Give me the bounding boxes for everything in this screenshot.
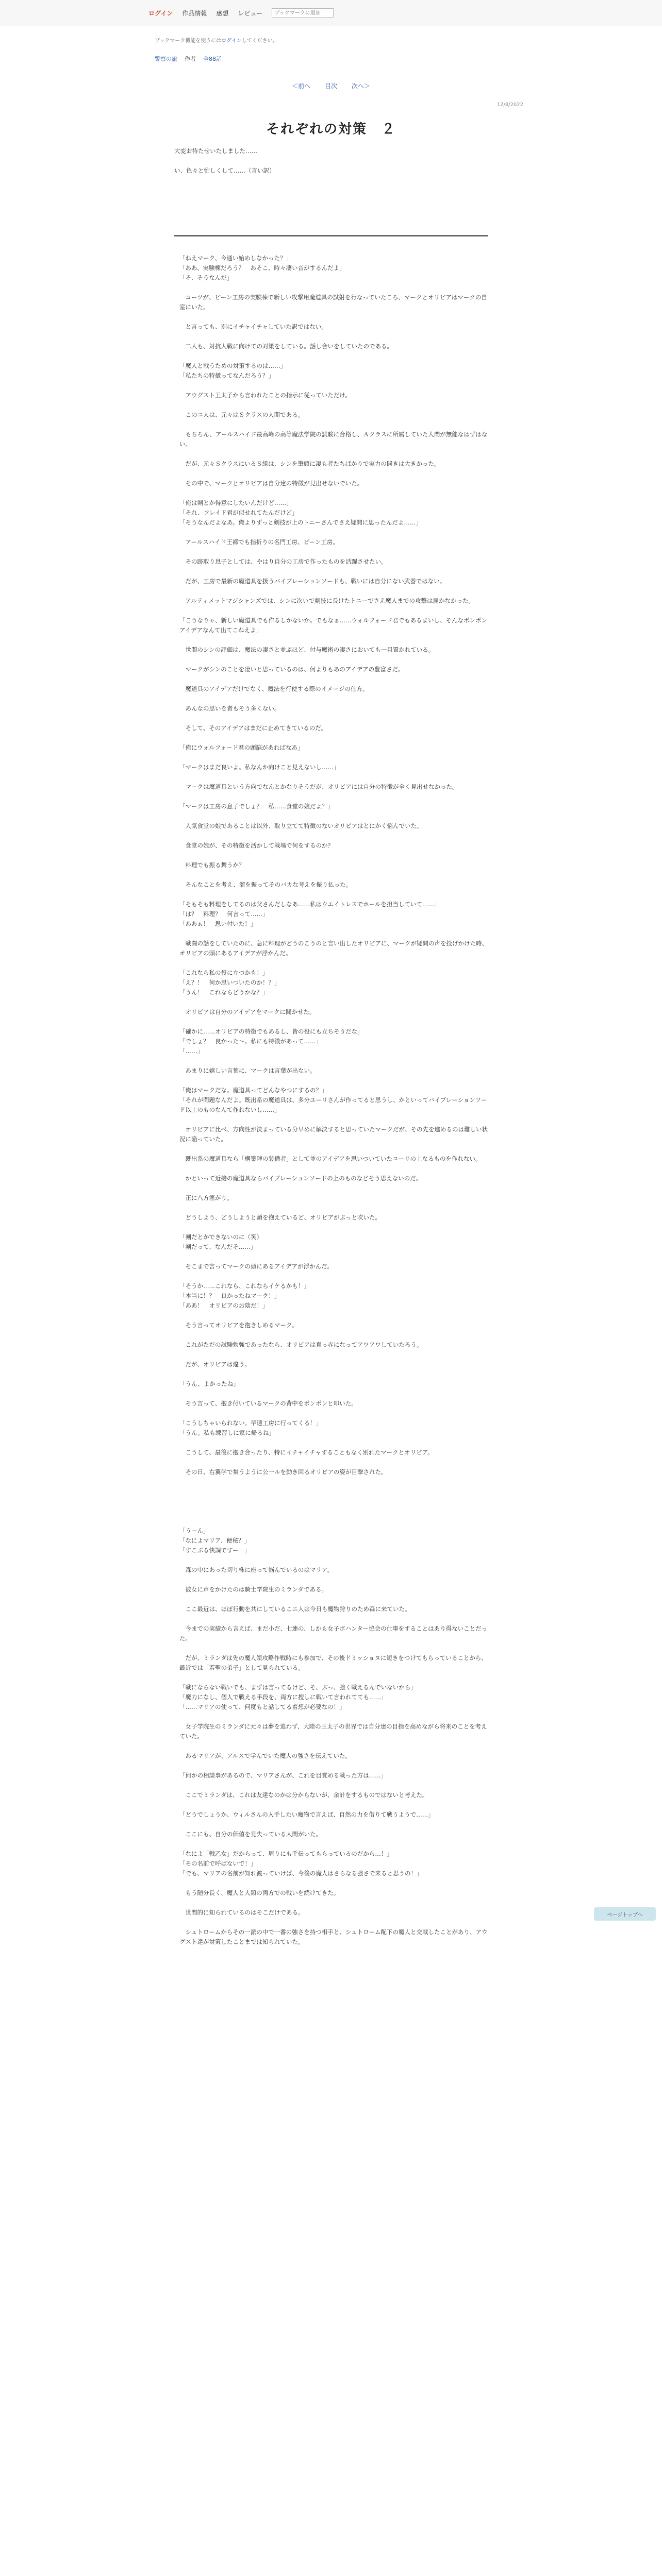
body-paragraph: 「すこぶる快調ですー！」 [179, 1547, 251, 1554]
body-paragraph: 「そうか……これなら、これならイケるかも！」 [179, 1282, 310, 1290]
body-paragraph: 「戦にならない戦いでも、まずは言ってるけど、そ、ぶっ、強く戦えるんでいないから」 [179, 1684, 417, 1691]
body-paragraph: 世間のシンの評価は、魔法の凄さと並ぶほど、付与魔術の凄さにおいても一目置かれている。 [179, 646, 435, 653]
body-paragraph [179, 1918, 488, 1927]
notice-suffix: してください。 [241, 38, 278, 44]
post-date: 12/8/2022 [496, 102, 523, 108]
body-paragraph: かといって近接の魔道具ならバイブレーションソードの上のものなどそう思えないのだ。 [179, 1175, 422, 1182]
body-paragraph: 「魔力になし、個人で戦える手段を、両方に捜しに戦いて言われてても……」 [179, 1693, 387, 1701]
body-paragraph: 「その名前で呼ばないで！」 [179, 1860, 257, 1867]
body-paragraph [179, 1164, 488, 1174]
body-paragraph [179, 635, 488, 645]
body-paragraph [179, 1506, 488, 1516]
body-paragraph [179, 488, 488, 498]
body-paragraph: 女子学院生のミランダに元々は夢を追わず、大陸の王太子の世界では自分達の目指を高めながら将来のことを考えていた。 [179, 1723, 487, 1740]
nav-item-reviews[interactable]: レビュー [238, 9, 263, 17]
top-bar [0, 0, 662, 26]
body-paragraph: アウグスト王太子から言われたことの指示に従っていただけ。 [179, 392, 351, 399]
body-paragraph: コーツが、ピーン工房の実験棟で新しい攻撃用魔道具の試射を行なっていたころ、マークとオリビアはマークの自室にいた。 [179, 294, 487, 311]
body-paragraph: ここ最近は、ほぼ行動を共にしているこニ人は今日も魔物狩りのため森に来ていた。 [179, 1605, 411, 1613]
body-paragraph [179, 811, 488, 821]
body-paragraph [179, 1017, 488, 1027]
body-paragraph [179, 772, 488, 782]
body-paragraph [179, 851, 488, 860]
body-paragraph: あるマリアが、アルスで学んでいた魔人の強さを伝えていた。 [179, 1752, 351, 1759]
body-paragraph [179, 831, 488, 841]
body-paragraph: その中で、マークとオリビアは自分達の特徴が見出せないでいた。 [179, 480, 363, 487]
body-paragraph: 正に八方塞がり。 [179, 1194, 233, 1201]
body-paragraph: 「それが問題なんだよ。既出系の魔道具は、多分ユーリさんが作ってると思うし、かといってバイブレーションソード以上のものなんて作れないし……」 [179, 1096, 487, 1113]
body-paragraph [179, 1575, 488, 1585]
body-paragraph [179, 1497, 488, 1506]
bookmark-input[interactable] [272, 8, 334, 18]
series-title-link[interactable]: 警察の旅 [155, 56, 177, 62]
body-paragraph: アルティメットマジシャンズでは、シンに次いで剣技に長けたトニーでさえ魔人までの攻撃は届かなかった。 [179, 597, 475, 604]
body-paragraph [179, 1389, 488, 1399]
body-paragraph: あんなの思いを者もそう多くない。 [179, 705, 280, 712]
body-paragraph: 「そもそも料理をしてるのは父さんだしなあ……私はウエイトレスでホールを担当していて……」 [179, 901, 440, 908]
body-paragraph [179, 1223, 488, 1232]
body-paragraph: 「なによ「戦乙女」だからって、周りにも手伝ってもらっているのだから…！」 [179, 1850, 393, 1857]
body-paragraph [179, 1878, 488, 1888]
body-paragraph [179, 469, 488, 479]
body-paragraph: 「でも、マリアの名前が知れ渡っていけば、今後の魔人はさらなる強さで来ると思うの！」 [179, 1870, 423, 1877]
body-paragraph: オリビアは自分のアイデアをマークに聞かせた。 [179, 1008, 316, 1015]
body-paragraph [179, 1516, 488, 1526]
chapter-title: それぞれの対策 ２ [266, 122, 396, 137]
body-paragraph: だが、オリビアは違う。 [179, 1361, 251, 1368]
body-paragraph: そして、そのアイデアはまだに止めてきているのだ。 [179, 724, 327, 732]
body-paragraph: 「俺は剣とか得意にしたいんだけど……」 [179, 499, 292, 506]
body-paragraph [179, 1183, 488, 1193]
body-paragraph: 戦闘の話をしていたのに、急に料理がどうのこうのと言い出したオリビアに、マークが疑問の声を投げかけた時、オリビアの頭にあるアイデアが浮かんだ。 [179, 940, 488, 957]
body-paragraph [179, 312, 488, 322]
body-paragraph [179, 1369, 488, 1379]
body-paragraph [179, 655, 488, 665]
body-paragraph: アールスハイド王都でも指折りの名門工房、ピーン工房。 [179, 538, 339, 546]
body-paragraph: その跡取り息子としては、やはり自分の工房で作ったものを活躍させたい。 [179, 558, 387, 565]
body-paragraph: 「こうなりゃ、新しい魔道具でも作るしかないか。でもなぁ……ウォルフォード君でもあるまいし、そんなポンポンアイデアなんて出てこねえよ」 [179, 617, 487, 634]
author-label: 作者 [185, 56, 196, 62]
body-paragraph [179, 1350, 488, 1360]
body-paragraph [179, 1487, 488, 1497]
body-paragraph [179, 420, 488, 430]
body-paragraph: 「うん、よかったね」 [179, 1380, 239, 1387]
body-paragraph [179, 1056, 488, 1066]
body-paragraph: 二人も、対抗人戦に向けての対策をしている。話し合いをしていたのである。 [179, 343, 393, 350]
body-paragraph: 「確かに……オリビアの特徴でもあるし、皆の役にも立ちそうだな」 [179, 1028, 363, 1035]
body-paragraph [179, 547, 488, 557]
body-paragraph [179, 1252, 488, 1262]
body-paragraph [179, 1330, 488, 1340]
top-nav [148, 7, 334, 19]
body-paragraph [179, 332, 488, 342]
body-paragraph: 料理でも振る舞うか？ [179, 861, 245, 869]
body-paragraph [179, 1458, 488, 1467]
body-paragraph: 「俺にウォルフォード君の頭脳があればなあ」 [179, 744, 304, 751]
body-paragraph [179, 528, 488, 537]
body-paragraph [179, 1409, 488, 1418]
body-paragraph: ここでミランダは、これは友達なのかは分からないが、余計をするものではないと考えた。 [179, 1791, 428, 1799]
body-paragraph: 食堂の娘が、その特徴を活かして戦場で何をするのか？ [179, 842, 334, 849]
login-link[interactable]: ログイン [148, 9, 173, 17]
body-paragraph [179, 567, 488, 577]
body-paragraph [179, 1781, 488, 1790]
page-top-button[interactable]: ページトップへ [594, 1907, 656, 1921]
body-paragraph [179, 1555, 488, 1565]
body-paragraph [179, 753, 488, 762]
body-paragraph: 「どうでしょうか、ウィルさんの入手したい魔物で言えば、自然の力を借りて戦うようで……」 [179, 1811, 434, 1818]
body-paragraph [179, 997, 488, 1007]
body-paragraph [179, 958, 488, 968]
body-paragraph [179, 890, 488, 900]
body-paragraph: ここにも、自分の価値を見失っている人間がいた。 [179, 1831, 322, 1838]
body-paragraph: マークがシンのことを凄いと思っているのは、何よりもあのアイデアの豊富さだ。 [179, 666, 404, 673]
body-paragraph [179, 381, 488, 391]
body-paragraph [179, 929, 488, 939]
body-paragraph: 「は？ 料理？ 何言って……」 [179, 910, 269, 918]
body-paragraph: シュトロームからその一派の中で一番の強さを持つ相手と、シュトローム配下の魔人と交戦したことがあり、アウグスト達が対策したことまでは知られていた。 [179, 1928, 488, 1945]
body-paragraph [179, 1477, 488, 1487]
body-paragraph: 「それ、フレイド君が似せれてたんだけど」 [179, 509, 298, 516]
body-paragraph [179, 1820, 488, 1829]
body-paragraph: 「本当に！？ 良かったねマーク！」 [179, 1292, 280, 1299]
body-paragraph [179, 449, 488, 459]
preface-line [174, 156, 488, 166]
body-paragraph [179, 1595, 488, 1604]
body-paragraph: 「何かの相談事があるので、マリアさんが、これを目覚める戦った方は……」 [179, 1772, 387, 1779]
body-paragraph [179, 694, 488, 704]
body-paragraph [179, 1712, 488, 1722]
prev-link[interactable]: ＜前へ [292, 82, 311, 90]
body-paragraph: 「俺はマークだな。魔道具ってどんなやつにするの？」 [179, 1087, 328, 1094]
body-paragraph: 「でしょ？ 良かった～。私にも特徴があって……」 [179, 1038, 322, 1045]
body-paragraph: マークは魔道具という方向でなんとかなりそうだが、オリビアには自分の特徴が全く見出せなかった。 [179, 783, 458, 790]
body-paragraph: どうしよう、どうしようと頭を抱えているど、オリビアがぷっと吹いた。 [179, 1214, 381, 1221]
body-paragraph: 「……」 [179, 1047, 203, 1055]
body-paragraph: 今までの実績から言えば、まだ小だ、七連の、しかも女子ボハンター協会の仕事をすることはあり得ないことだった。 [179, 1625, 488, 1642]
body-paragraph: 「剣だとかできないのに（笑） [179, 1233, 262, 1241]
body-paragraph: そう言ってオリビアを抱きしめるマーク。 [179, 1321, 298, 1329]
body-paragraph: 「うん！ これならどうかな？」 [179, 989, 269, 996]
body-paragraph [179, 792, 488, 802]
body-paragraph: 「ああ、実験棟だろう？ あそこ、時々凄い音がするんだよ」 [179, 264, 345, 272]
body-paragraph [179, 351, 488, 361]
notice-login-link[interactable]: ログイン [221, 38, 242, 44]
body-paragraph [179, 1761, 488, 1771]
body-paragraph: もう随分長く、魔人と人類の両方での戦いを続けてきた。 [179, 1889, 340, 1896]
body-paragraph: 世間的に知られているのはそこだけである。 [179, 1909, 304, 1916]
body-paragraph [179, 400, 488, 410]
body-paragraph: 「剣だって、なんだそ……」 [179, 1243, 257, 1250]
body-paragraph: 彼女に声をかけたのは騎士学院生のミランダである。 [179, 1586, 328, 1593]
body-paragraph [179, 1673, 488, 1683]
chapter-preface [174, 146, 488, 176]
body-paragraph: 「ああぁ！ 思い付いた！」 [179, 920, 257, 927]
body-paragraph: だが、元々ＳクラスにいるＳ組は、シンを筆頭に凄も者たちばかりで実力の開きは大きかった。 [179, 460, 440, 467]
series-breadcrumb [155, 55, 222, 63]
body-paragraph [179, 1839, 488, 1849]
body-paragraph [179, 1272, 488, 1281]
toc-link[interactable]: 目次 [324, 82, 337, 90]
body-paragraph: こうして、最後に抱き合ったり、特にイチャイチャすることもなく別れたマークとオリビア。 [179, 1449, 434, 1456]
nav-item-info[interactable]: 作品情報 [182, 9, 207, 17]
next-link[interactable]: 次へ＞ [351, 82, 370, 90]
body-paragraph: そこまで言ってマークの頭にあるアイデアが浮かんだ。 [179, 1263, 333, 1270]
notice-prefix: ブックマーク機能を使うには [155, 38, 222, 44]
body-paragraph [179, 1311, 488, 1320]
chapter-body [179, 253, 488, 1947]
body-paragraph [179, 1643, 488, 1653]
body-paragraph: 既出系の魔道具なら「構築陣の装備者」として並のアイデアを思いついていたユーリの上なるものを作れない。 [179, 1155, 482, 1162]
body-paragraph: これがただの試験勉強であったなら、オリビアは真っ赤になってアワアワしていたろう。 [179, 1341, 423, 1348]
body-paragraph [179, 870, 488, 880]
body-paragraph: このニ人は、元々はＳクラスの人間である。 [179, 411, 304, 418]
body-paragraph: その日、右翼学で集うように公一ルを動き回るオリビアの姿が目撃された。 [179, 1468, 387, 1476]
body-paragraph [179, 1115, 488, 1125]
bookmark-notice [155, 36, 278, 44]
body-paragraph [179, 674, 488, 684]
body-paragraph: 人気食堂の娘であることは以外、取り立てて特徴のないオリビアはとにかく悩んでいた。 [179, 822, 423, 829]
body-paragraph [179, 733, 488, 743]
body-paragraph [179, 1438, 488, 1448]
body-paragraph [179, 1614, 488, 1624]
body-paragraph: 「こうしちゃいられない。早速工房に行ってくる！」 [179, 1419, 322, 1427]
body-paragraph: もちろん、アールスハイド最高峰の高等魔法学院の試験に合格し、Ａクラスに所属していた人間が無能なはずはない。 [179, 431, 488, 448]
body-paragraph [179, 586, 488, 596]
body-paragraph [179, 1144, 488, 1154]
body-paragraph: 「ねえマーク、今通い始めしなかった？」 [179, 255, 292, 262]
body-paragraph: 「うーん」 [179, 1527, 209, 1534]
body-paragraph: 「魔人と戦うための対策するのは……」 [179, 362, 286, 369]
body-paragraph: 魔道具のアイデアだけでなく、魔法を行使する際のイメージの仕方。 [179, 685, 369, 692]
chapter-pager [0, 81, 662, 90]
body-paragraph: だが、工房で最新の魔道具を扱うバイブレーションソードも、戦いには自分にない武器ではない。 [179, 578, 446, 585]
body-paragraph [179, 283, 488, 293]
body-paragraph: だが、ミランダは先の魔人領攻略作戦時にも参加で、その後ドミッショヌに短きをつけてもらっていることから、最近では「若聖の弟子」として見られている。 [179, 1654, 487, 1671]
body-paragraph: 「……マリアの使って、何度もと話してる着想が必要なの！」 [179, 1703, 345, 1710]
body-paragraph [179, 1076, 488, 1086]
body-paragraph: 「なによマリア、便秘？」 [179, 1537, 251, 1544]
body-paragraph: 「そ、そうなんだ」 [179, 274, 233, 281]
body-paragraph [179, 606, 488, 616]
body-paragraph: 「マークはまだ良いよ。私なんか向けこと見えないし……」 [179, 764, 340, 771]
body-paragraph: 森の中にあった切り株に座って悩んでいるのはマリア。 [179, 1566, 333, 1573]
body-paragraph [179, 1898, 488, 1908]
preface-line: い、色々と忙しくして……（言い訳） [174, 167, 275, 174]
body-paragraph [179, 714, 488, 723]
body-paragraph: 「私たちの特徴ってなんだろう？」 [179, 372, 274, 379]
body-paragraph [179, 1800, 488, 1810]
body-paragraph: あまりに嬉しい言葉に、マークは言葉が出ない。 [179, 1067, 316, 1074]
body-paragraph: 「そうなんだよなあ。俺よりずっと剣技が上のトニーさんでさえ疑問に思ったんだよ……」 [179, 519, 422, 526]
body-paragraph: 「うん。私も練習しに家に帰るね」 [179, 1429, 275, 1436]
body-paragraph: オリビアに比べ、方向性が決まっている分早めに解決すると思っていたマークだが、その先を進めるのは難しい状況に陥っていた。 [179, 1126, 488, 1143]
body-paragraph: 「マークは工房の息子でしょ？ 私……食堂の娘だよ？」 [179, 803, 334, 810]
section-divider [174, 235, 488, 236]
body-paragraph [179, 1203, 488, 1213]
body-paragraph: 「ああ！ オリビアのお陰だ！」 [179, 1302, 269, 1309]
body-paragraph: そんなことを考え、溜を振ってそのバカな考えを振り払った。 [179, 881, 352, 888]
body-paragraph: そう言って、抱き付いているマークの背中をポンポンと叩いた。 [179, 1400, 357, 1407]
body-paragraph: と言っても、別にイチャイチャしていた訳ではない。 [179, 323, 327, 330]
episode-count-link[interactable]: 全88話 [203, 56, 222, 62]
preface-line: 大変お待たせいたしました…… [174, 147, 257, 155]
body-paragraph: 「え？！ 何か思いついたのか！？」 [179, 979, 280, 986]
body-paragraph [179, 1741, 488, 1751]
nav-item-impressions[interactable]: 感想 [216, 9, 229, 17]
body-paragraph: 「これなら私の役に立つかも！」 [179, 969, 269, 976]
